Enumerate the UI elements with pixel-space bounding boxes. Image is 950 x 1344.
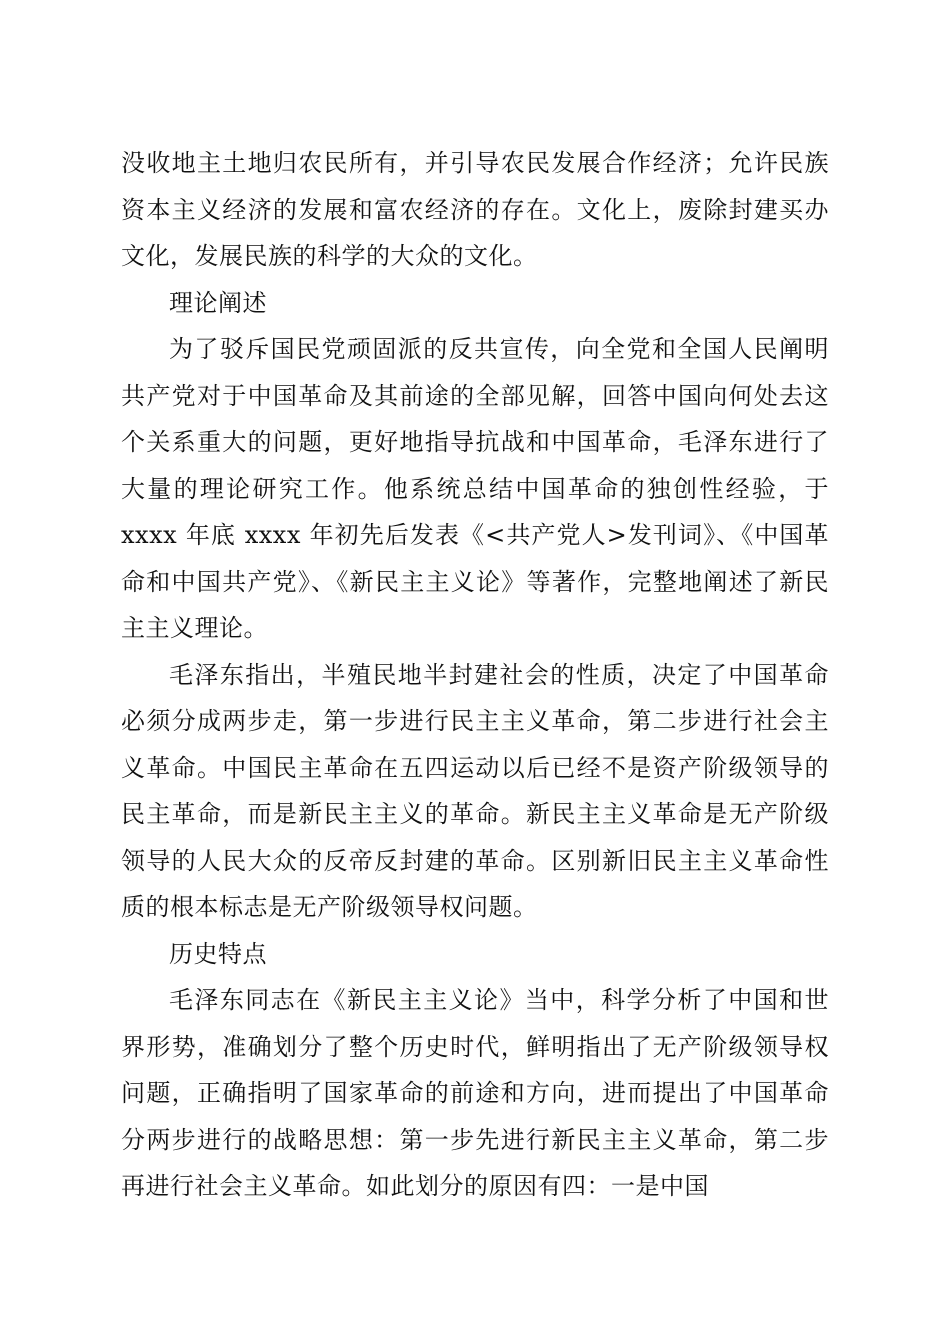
document-body xyxy=(121,140,829,1210)
paragraph-two-step-revolution: 毛泽东指出，半殖民地半封建社会的性质，决定了中国革命必须分成两步走，第一步进行民主主义革命，第二步进行社会主义革命。中国民主革命在五四运动以后已经不是资产阶级领导的民主革命，而是新民主主义的革命。新民主主义革命是无产阶级领导的人民大众的反帝反封建的革命。区别新旧民主主义革命性质的根本标志是无产阶级领导权问题。 xyxy=(121,660,829,921)
paragraph-land-reform: 没收地主土地归农民所有，并引导农民发展合作经济；允许民族资本主义经济的发展和富农经济的存在。文化上，废除封建买办文化，发展民族的科学的大众的文化。 xyxy=(121,149,829,270)
heading-theory: 理论阐述 xyxy=(169,288,267,317)
paragraph-theory-exposition: 为了驳斥国民党顽固派的反共宣传，向全党和全国人民阐明共产党对于中国革命及其前途的全部见解，回答中国向何处去这个关系重大的问题，更好地指导抗战和中国革命，毛泽东进行了大量的理论研究工作。他系统总结中国革命的独创性经验，于 xxxx 年底 xxxx 年初先后发表《<共产党人>发刊词》、《中国革命和中国共产党》、《新民主主义论》等著作，完整地阐述了新民主主义理论。 xyxy=(121,335,829,642)
paragraph-historical-analysis: 毛泽东同志在《新民主主义论》当中，科学分析了中国和世界形势，准确划分了整个历史时代，鲜明指出了无产阶级领导权问题，正确指明了国家革命的前途和方向，进而提出了中国革命分两步进行的战略思想：第一步先进行新民主主义革命，第二步再进行社会主义革命。如此划分的原因有四：一是中国 xyxy=(121,986,829,1200)
heading-historical-features: 历史特点 xyxy=(169,939,267,968)
